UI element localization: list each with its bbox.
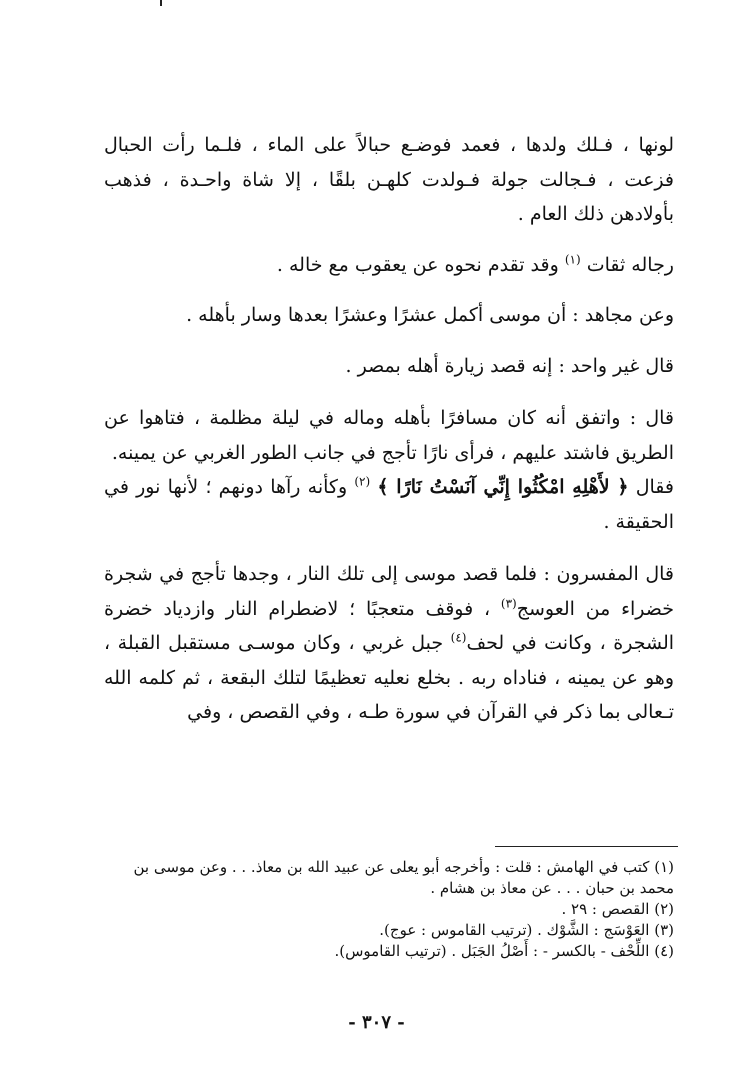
footnote-ref-1[interactable]: (١) — [564, 252, 581, 267]
paragraph-1: لونها ، فـلك ولدها ، فعمد فوضـع حبالاً على الماء ، فلـما رأت الحبال فزعت ، فـجالت جولة فـولدت كلهـن بلقًا ، إلا شاة واحـدة ، فذهب بأولادهن ذلك العام . — [104, 134, 674, 225]
paragraph-6-pre: فقال — [635, 476, 674, 498]
paragraph-7 — [104, 557, 674, 730]
main-text — [104, 128, 674, 730]
footnote-ref-4[interactable]: (٤) — [450, 630, 467, 645]
paragraph-2-text: رجاله ثقات — [586, 253, 674, 276]
footnotes — [104, 857, 674, 962]
paragraph-7-c: جبل غربي ، وكان موسـى مستقبل القبلة ، وهو عن يمينه ، فناداه ربه . بخلع نعليه تعظيمًا لتلك البقعة ، ثم كلمه الله تـعالى بما ذكر في القرآن في سورة طـه ، وفي القصص ، وفي — [104, 632, 674, 723]
quran-verse: ﴿ لأَهْلِهِ امْكُثُوا إِنِّي آنَسْتُ نَارًا ﴾ — [377, 476, 629, 498]
paragraph-5: قال : واتفق أنه كان مسافرًا بأهله وماله في ليلة مظلمة ، فتاهوا عن الطريق فاشتد عليهم ، فرأى نارًا تأجج في جانب الطور الغربي عن يمينه. — [104, 407, 674, 464]
paragraph-2 — [104, 248, 674, 283]
paragraph-6-rest: وكأنه رآها دونهم ؛ لأنها نور في الحقيقة . — [104, 476, 674, 533]
footnote-3: (٣) العَوْسَج : الشَّوْك . (ترتيب القاموس : عوج). — [379, 921, 674, 939]
footnote-divider — [495, 846, 678, 847]
paragraph-7-b: ، فوقف متعجبًا ؛ لاضطرام النار وازدياد خضرة الشجرة ، وكانت في لحف — [104, 597, 675, 654]
footnote-4: (٤) اللِّحْف - بالكسر - : أَصْلُ الجَبَل . (ترتيب القاموس). — [334, 942, 674, 960]
paragraph-3: وعن مجاهد : أن موسى أكمل عشرًا وعشرًا بعدها وسار بأهله . — [186, 304, 674, 326]
footnote-1: (١) كتب في الهامش : قلت : وأخرجه أبو يعلى عن عبيد الله بن معاذ. . . وعن موسى بن محمد بن حبان . . . عن معاذ بن هشام . — [133, 858, 674, 897]
page-number: - ٣٠٧ - — [348, 1012, 405, 1033]
paragraph-2-rest: وقد تقدم نحوه عن يعقوب مع خاله . — [276, 253, 559, 276]
footnote-ref-3[interactable]: (٣) — [500, 596, 517, 611]
paragraph-6 — [104, 470, 674, 539]
page-edge-mark — [160, 0, 162, 6]
footnote-ref-2[interactable]: (٢) — [354, 474, 371, 489]
paragraph-7-a: قال المفسرون : فلما قصد موسى إلى تلك النار ، وجدها تأجج في شجرة خضراء من العوسج — [104, 563, 675, 620]
paragraph-4: قال غير واحد : إنه قصد زيارة أهله بمصر . — [345, 354, 674, 377]
footnote-2: (٢) القصص : ٢٩ . — [561, 900, 674, 918]
